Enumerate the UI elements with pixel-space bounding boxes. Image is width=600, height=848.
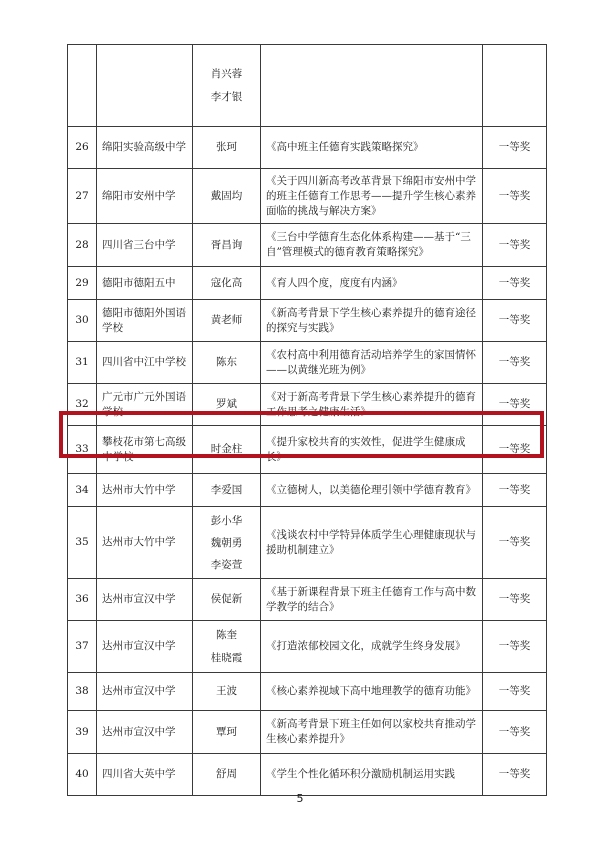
table-row [68,267,547,300]
award-cell: 一等奖 [483,711,547,754]
paper-title-cell: 《三台中学德育生态化体系构建——基于“三自”管理模式的德育教育策略探究》 [261,224,483,267]
school-cell: 德阳市德阳外国语学校 [97,300,193,342]
paper-title-cell: 《打造浓郁校园文化，成就学生终身发展》 [261,621,483,673]
author-name: 张珂 [216,141,237,153]
award-cell: 一等奖 [483,754,547,796]
school-cell: 绵阳市安州中学 [97,169,193,224]
author-name: 侯促新 [210,593,243,605]
page-number: 5 [296,792,304,805]
author-cell [193,342,261,384]
author-cell [193,267,261,300]
author-name: 李姿萱 [210,558,243,571]
row-number-cell: 26 [68,127,97,169]
school-cell: 达州市宣汉中学 [97,673,193,711]
row-number-cell: 28 [68,224,97,267]
author-cell [193,673,261,711]
award-cell: 一等奖 [483,169,547,224]
award-table-body [68,45,547,796]
table-row [68,507,547,579]
author-cell [193,384,261,426]
paper-title-cell: 《农村高中利用德育活动培养学生的家国情怀——以黄继光班为例》 [261,342,483,384]
author-name: 胥昌询 [210,238,243,251]
table-row [68,711,547,754]
row-number-cell: 35 [68,507,97,579]
school-cell: 四川省中江中学校 [97,342,193,384]
author-name: 陈奎 [216,628,237,641]
row-number-cell: 32 [68,384,97,426]
table-row [68,621,547,673]
award-cell: 一等奖 [483,673,547,711]
table-row [68,673,547,711]
paper-title-cell: 《核心素养视域下高中地理教学的德育功能》 [261,673,483,711]
row-number-cell: 31 [68,342,97,384]
school-cell: 达州市大竹中学 [97,474,193,507]
table-row [68,579,547,621]
row-number-cell: 36 [68,579,97,621]
row-number-cell: 27 [68,169,97,224]
row-number-cell [68,45,97,127]
table-row [68,169,547,224]
award-cell: 一等奖 [483,224,547,267]
paper-title-cell: 《关于四川新高考改革背景下绵阳市安州中学的班主任德育工作思考——提升学生核心素养面临的挑战与解决方案》 [261,169,483,224]
author-cell [193,579,261,621]
table-row [68,384,547,426]
award-cell: 一等奖 [483,621,547,673]
author-cell [193,507,261,579]
author-cell [193,169,261,224]
paper-title-cell: 《新高考背景下学生核心素养提升的德育途径的探究与实践》 [261,300,483,342]
row-number-cell: 40 [68,754,97,796]
school-cell: 四川省大英中学 [97,754,193,796]
row-number-cell: 34 [68,474,97,507]
school-cell: 绵阳实验高级中学 [97,127,193,169]
paper-title-cell: 《浅谈农村中学特异体质学生心理健康现状与援助机制建立》 [261,507,483,579]
author-cell [193,45,261,127]
author-cell [193,711,261,754]
author-name: 肖兴蓉 [210,67,243,80]
award-cell: 一等奖 [483,426,547,474]
table-row [68,45,547,127]
author-name: 魏朝勇 [210,536,243,549]
school-cell: 德阳市德阳五中 [97,267,193,300]
table-row [68,127,547,169]
paper-title-cell: 《学生个性化循环积分激励机制运用实践 [261,754,483,796]
school-cell: 四川省三台中学 [97,224,193,267]
author-name: 王波 [216,685,237,697]
author-name: 时金柱 [210,443,243,455]
paper-title-cell: 《对于新高考背景下学生核心素养提升的德育工作思考之健康生活》 [261,384,483,426]
row-number-cell: 39 [68,711,97,754]
paper-title-cell: 《育人四个度，度度有内涵》 [261,267,483,300]
paper-title-cell: 《提升家校共育的实效性，促进学生健康成长》 [261,426,483,474]
table-row [68,224,547,267]
school-cell: 达州市宣汉中学 [97,711,193,754]
author-name: 覃珂 [216,725,237,738]
table-row [68,342,547,384]
paper-title-cell: 《基于新课程背景下班主任德育工作与高中数学教学的结合》 [261,579,483,621]
award-cell: 一等奖 [483,342,547,384]
author-cell [193,127,261,169]
table-row [68,474,547,507]
paper-title-cell: 《新高考背景下班主任如何以家校共育推动学生核心素养提升》 [261,711,483,754]
paper-title-cell: 《立德树人，以美德伦理引领中学德育教育》 [261,474,483,507]
award-table [67,44,547,796]
author-cell [193,754,261,796]
table-row [68,426,547,474]
school-cell: 达州市宣汉中学 [97,621,193,673]
author-name: 李爱国 [210,483,243,496]
author-name: 舒周 [216,768,237,780]
table-row [68,754,547,796]
author-cell [193,224,261,267]
author-cell [193,474,261,507]
school-cell: 达州市大竹中学 [97,507,193,579]
author-name: 桂晓霞 [210,651,243,664]
award-cell: 一等奖 [483,267,547,300]
school-cell [97,45,193,127]
author-name: 李才银 [210,90,243,103]
author-cell [193,621,261,673]
paper-title-cell [261,45,483,127]
row-number-cell: 30 [68,300,97,342]
author-name: 彭小华 [210,514,243,527]
author-name: 寇化高 [210,276,243,289]
row-number-cell: 29 [68,267,97,300]
author-name: 戴固均 [210,189,243,202]
table-row [68,300,547,342]
award-cell: 一等奖 [483,127,547,169]
author-cell [193,300,261,342]
school-cell: 达州市宣汉中学 [97,579,193,621]
award-cell: 一等奖 [483,507,547,579]
author-name: 陈东 [216,356,237,368]
award-cell: 一等奖 [483,474,547,507]
author-name: 黄老师 [210,314,243,326]
award-cell: 一等奖 [483,384,547,426]
award-cell [483,45,547,127]
row-number-cell: 33 [68,426,97,474]
award-cell: 一等奖 [483,300,547,342]
award-cell: 一等奖 [483,579,547,621]
school-cell: 攀枝花市第七高级中学校 [97,426,193,474]
school-cell: 广元市广元外国语学校 [97,384,193,426]
row-number-cell: 38 [68,673,97,711]
author-name: 罗斌 [216,398,237,410]
author-cell [193,426,261,474]
paper-title-cell: 《高中班主任德育实践策略探究》 [261,127,483,169]
row-number-cell: 37 [68,621,97,673]
